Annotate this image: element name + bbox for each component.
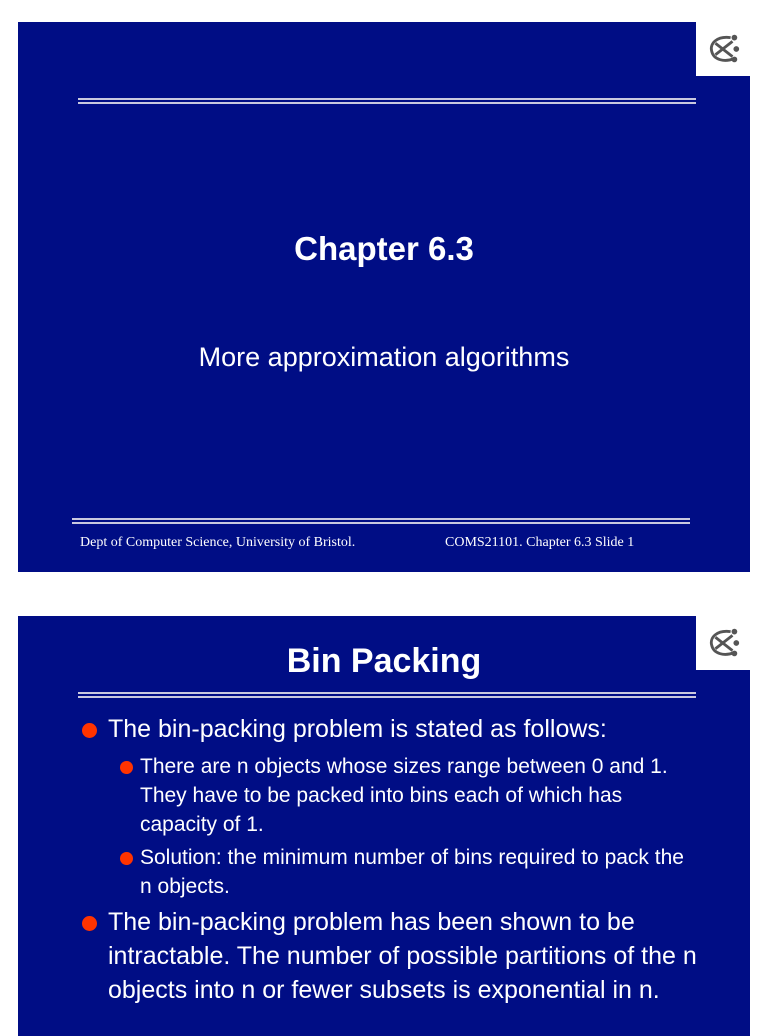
bullet-item [80,712,700,746]
university-logo-icon [696,22,750,76]
bullet-text: There are n objects whose sizes range between 0 and 1. They have to be packed into bins each of which has capacity of 1. [140,755,668,836]
footer-department: Dept of Computer Science, University of Bristol. [80,535,356,550]
header-rule [78,98,696,104]
bullet-text: The bin-packing problem has been shown to be intractable. The number of possible partitions of the n objects into n or fewer subsets is exponential in n. [108,908,697,1004]
footer-slide-number: COMS21101. Chapter 6.3 Slide 1 [445,535,635,550]
title-slide [18,22,750,572]
content-slide [18,616,750,1036]
bullet-dot-icon [82,916,97,931]
slide-title: Bin Packing [286,642,482,680]
header-rule [78,692,696,698]
footer-rule [72,518,690,524]
bullet-text: Solution: the minimum number of bins required to pack the n objects. [140,846,684,898]
bullet-list [80,712,700,1013]
bullet-dot-icon [82,723,97,738]
slide-subtitle: More approximation algorithms [198,342,570,372]
bullet-dot-icon [120,852,133,865]
bullet-text: The bin-packing problem is stated as follows: [108,715,607,743]
bullet-dot-icon [120,761,133,774]
slide-title: Chapter 6.3 [294,230,474,267]
sub-bullet-item [80,843,700,901]
sub-bullet-item [80,752,700,839]
bullet-item [80,905,700,1007]
